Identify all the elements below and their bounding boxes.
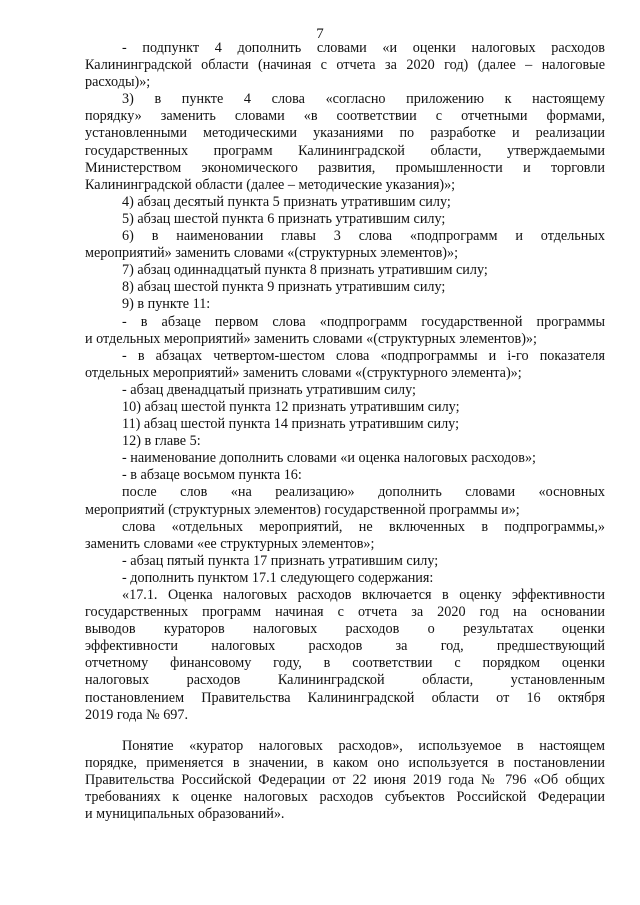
text-line: выводов кураторов налоговых расходов о результатах оценки: [85, 621, 605, 638]
text-line: заменить словами «ее структурных элементов»;: [85, 535, 375, 552]
text-line: 2019 года № 697.: [85, 706, 189, 723]
text-line: - наименование дополнить словами «и оценка налоговых расходов»;: [122, 450, 536, 467]
text-line: мероприятий» заменить словами «(структурных элементов)»;: [85, 245, 459, 262]
text-line: Калининградской области (далее – методические указания)»;: [85, 176, 456, 193]
text-line: 8) абзац шестой пункта 9 признать утратившим силу;: [122, 279, 446, 296]
text-line: 6) в наименовании главы 3 слова «подпрограмм и отдельных: [122, 228, 605, 245]
text-line: требованиях к оценке налоговых расходов субъектов Российской Федерации: [85, 789, 605, 806]
text-line: налоговых расходов Калининградской области, установленным: [85, 672, 605, 689]
text-line: порядке, применяется в значении, в каком оно используется в постановлении: [85, 754, 605, 771]
text-line: установленными методическими указаниями по разработке и реализации: [85, 125, 605, 142]
text-line: и муниципальных образований».: [85, 806, 285, 823]
text-line: 12) в главе 5:: [122, 433, 201, 450]
text-line: отчетному финансовому году, в соответствии с порядком оценки: [85, 655, 605, 672]
text-line: 7) абзац одиннадцатый пункта 8 признать утратившим силу;: [122, 262, 488, 279]
text-line: Правительства Российской Федерации от 22 июня 2019 года № 796 «Об общих: [85, 771, 605, 788]
text-line: 3) в пункте 4 слова «согласно приложению к настоящему: [122, 91, 605, 108]
text-line: отдельных мероприятий» заменить словами «(структурного элемента)»;: [85, 364, 522, 381]
text-line: - в абзаце первом слова «подпрограмм государственной программы: [122, 313, 605, 330]
text-line: - абзац двенадцатый признать утратившим силу;: [122, 381, 416, 398]
text-line: эффективности налоговых расходов за год, предшествующий: [85, 638, 605, 655]
text-line: после слов «на реализацию» дополнить словами «основных: [122, 484, 605, 501]
text-line: - в абзаце восьмом пункта 16:: [122, 467, 302, 484]
text-line: Калининградской области (начиная с отчета за 2020 год) (далее – налоговые: [85, 57, 605, 74]
page-number: 7: [316, 26, 324, 42]
text-line: государственных программ Калининградской области, утверждаемыми: [85, 142, 605, 159]
text-line: «17.1. Оценка налоговых расходов включается в оценку эффективности: [122, 587, 605, 603]
text-line: слова «отдельных мероприятий, не включенных в подпрограммы,»: [122, 518, 605, 535]
text-line: постановлением Правительства Калининградской области от 16 октября: [85, 689, 605, 706]
text-line: 9) в пункте 11:: [122, 296, 211, 313]
text-line: - в абзацах четвертом-шестом слова «подпрограммы и i-го показателя: [122, 347, 605, 364]
text-line: государственных программ начиная с отчета за 2020 год на основании: [85, 604, 605, 621]
text-line: - подпункт 4 дополнить словами «и оценки налоговых расходов: [122, 40, 605, 56]
text-line: Министерством экономического развития, промышленности и торговли: [85, 159, 605, 176]
text-line: 5) абзац шестой пункта 6 признать утратившим силу;: [122, 210, 446, 227]
text-line: Понятие «куратор налоговых расходов», используемое в настоящем: [122, 737, 605, 754]
text-line: 10) абзац шестой пункта 12 признать утратившим силу;: [122, 398, 460, 415]
text-line: и отдельных мероприятий» заменить словами «(структурных элементов)»;: [85, 330, 537, 347]
text-line: расходы)»;: [85, 74, 151, 91]
text-line: порядку» заменить словами «в соответствии с отчетными формами,: [85, 108, 605, 125]
text-line: мероприятий (структурных элементов) государственной программы и»;: [85, 501, 520, 518]
text-line: - дополнить пунктом 17.1 следующего содержания:: [122, 569, 434, 586]
document-body: [85, 40, 605, 823]
text-line: 11) абзац шестой пункта 14 признать утратившим силу;: [122, 416, 460, 433]
text-line: 4) абзац десятый пункта 5 признать утратившим силу;: [122, 193, 451, 210]
text-line: - абзац пятый пункта 17 признать утратившим силу;: [122, 552, 439, 569]
